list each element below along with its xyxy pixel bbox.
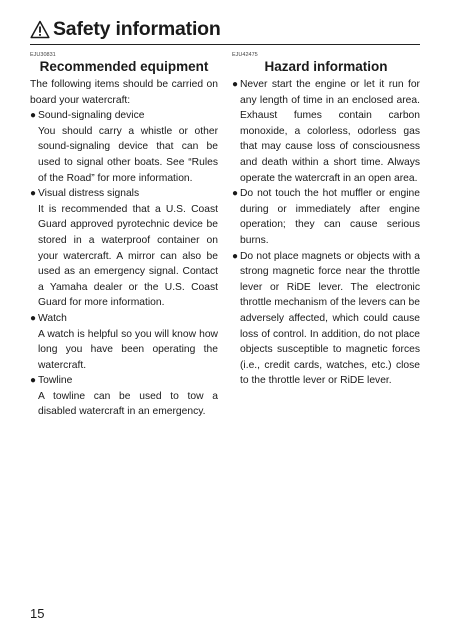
header-title-text: Safety information <box>53 18 221 40</box>
list-item <box>30 108 218 186</box>
section-code: EJU30831 <box>30 52 56 58</box>
equipment-list <box>30 108 218 420</box>
item-label: Visual distress signals <box>38 188 140 200</box>
list-item <box>232 249 420 389</box>
item-text: A watch is helpful so you will know how long you have been operating the watercraft. <box>38 328 218 371</box>
bullet-icon: ● <box>232 79 239 90</box>
list-item <box>232 77 420 186</box>
hazard-information-section <box>232 52 420 389</box>
list-item <box>30 373 218 420</box>
section-title: Recommended equipment <box>39 59 209 74</box>
section-title: Hazard information <box>264 59 388 74</box>
item-text: Do not place magnets or objects with a strong magnetic force near the throttle lever or RiDE lever. The electronic throttle mechanism of the levers can be adversely affected, which could cause loss of control. In addition, do not place objects susceptible to magnetic forces (i.e., credit cards, watches, etc.) close to the throttle lever or RiDE lever. <box>240 250 420 387</box>
item-label: Sound-signaling device <box>38 110 145 122</box>
item-text: It is recommended that a U.S. Coast Guard approved pyrotechnic device be stored in a waterproof container on your watercraft. A mirror can also be used as an emergency signal. Contact a Yamaha dealer or the U.S. Coast Guard for more information. <box>38 203 218 309</box>
list-item <box>30 186 218 311</box>
intro-text: The following items should be carried on board your watercraft: <box>30 79 218 106</box>
recommended-equipment-section <box>30 52 218 420</box>
bullet-icon: ● <box>232 188 239 200</box>
item-text: Never start the engine or let it run for any length of time in an enclosed area. Exhaust fumes contain carbon monoxide, a colorless, odorless gas that may cause loss of consciousness and death within a short time. Always operate the watercraft in an open area. <box>240 79 420 184</box>
warning-triangle-icon <box>30 20 50 39</box>
page-number: 15 <box>30 606 45 621</box>
item-text: You should carry a whistle or other sound-signaling device that can be used to signal other boats. See “Rules of the Road” for more information. <box>38 125 218 184</box>
page-header <box>30 14 420 45</box>
section-code: EJU42475 <box>232 52 258 58</box>
list-item <box>30 311 218 373</box>
item-text: Do not touch the hot muffler or engine during or immediately after engine operation; they can cause serious burns. <box>240 188 420 246</box>
list-item <box>232 186 420 248</box>
bullet-icon: ● <box>30 375 37 387</box>
item-label: Watch <box>38 312 67 324</box>
page-header-title <box>30 18 221 41</box>
hazard-list <box>232 77 420 389</box>
bullet-icon: ● <box>232 250 239 262</box>
bullet-icon: ● <box>30 312 37 324</box>
item-text: A towline can be used to tow a disabled watercraft in an emergency. <box>38 390 218 418</box>
bullet-icon: ● <box>30 188 37 200</box>
item-label: Towline <box>38 375 73 387</box>
bullet-icon: ● <box>30 110 37 122</box>
